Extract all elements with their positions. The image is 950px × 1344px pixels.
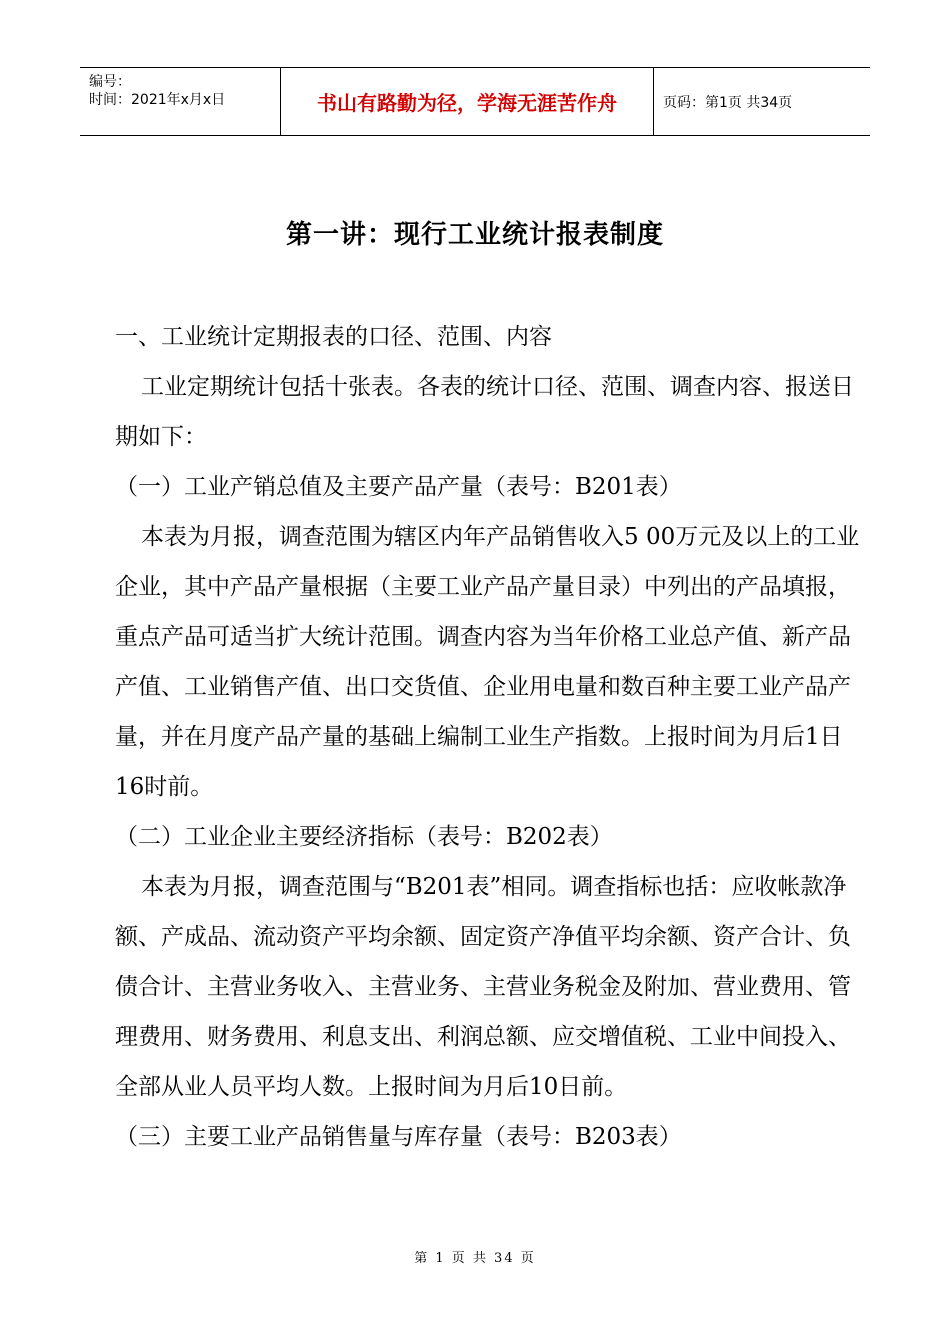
- document-header: [80, 67, 870, 136]
- body-paragraph: 本表为月报，调查范围与“B201表”相同。调查指标也括：应收帐款净额、产成品、流动资产平均余额、固定资产净值平均余额、资产合计、负债合计、主营业务收入、主营业务、主营业务税金及附加、营业费用、管理费用、财务费用、利息支出、利润总额、应交增值税、工业中间投入、全部从业人员平均人数。上报时间为月后10日前。: [115, 874, 851, 1100]
- header-page-cell: [654, 68, 870, 135]
- header-meta-cell: [80, 68, 281, 135]
- document-number-label: 编号：: [89, 74, 131, 90]
- header-page-info: 页码：第1页 共34页: [663, 94, 793, 111]
- body-paragraph: 工业定期统计包括十张表。各表的统计口径、范围、调查内容、报送日期如下：: [115, 374, 854, 450]
- body-paragraph: 本表为月报，调查范围为辖区内年产品销售收入5 00万元及以上的工业企业，其中产品产量根据（主要工业产品产量目录）中列出的产品填报，重点产品可适当扩大统计范围。调查内容为当年价格工业总产值、新产品产值、工业销售产值、出口交货值、企业用电量和数百种主要工业产品产量，并在月度产品产量的基础上编制工业生产指数。上报时间为月后1日16时前。: [115, 524, 860, 800]
- section-heading: 一、工业统计定期报表的口径、范围、内容: [115, 324, 552, 350]
- subsection-heading: （三）主要工业产品销售量与库存量（表号：B203表）: [115, 1124, 682, 1150]
- header-motto-cell: [281, 68, 654, 135]
- document-time-label: 时间：2021年x月x日: [89, 92, 226, 108]
- subsection-heading: （一）工业产销总值及主要产品产量（表号：B201表）: [115, 474, 682, 500]
- header-motto: 书山有路勤为径，学海无涯苦作舟: [317, 91, 617, 115]
- page-footer: 第 1 页 共 34 页: [414, 1251, 536, 1266]
- document-title: 第一讲：现行工业统计报表制度: [285, 220, 664, 250]
- subsection-heading: （二）工业企业主要经济指标（表号：B202表）: [115, 824, 613, 850]
- document-body: [115, 312, 865, 1162]
